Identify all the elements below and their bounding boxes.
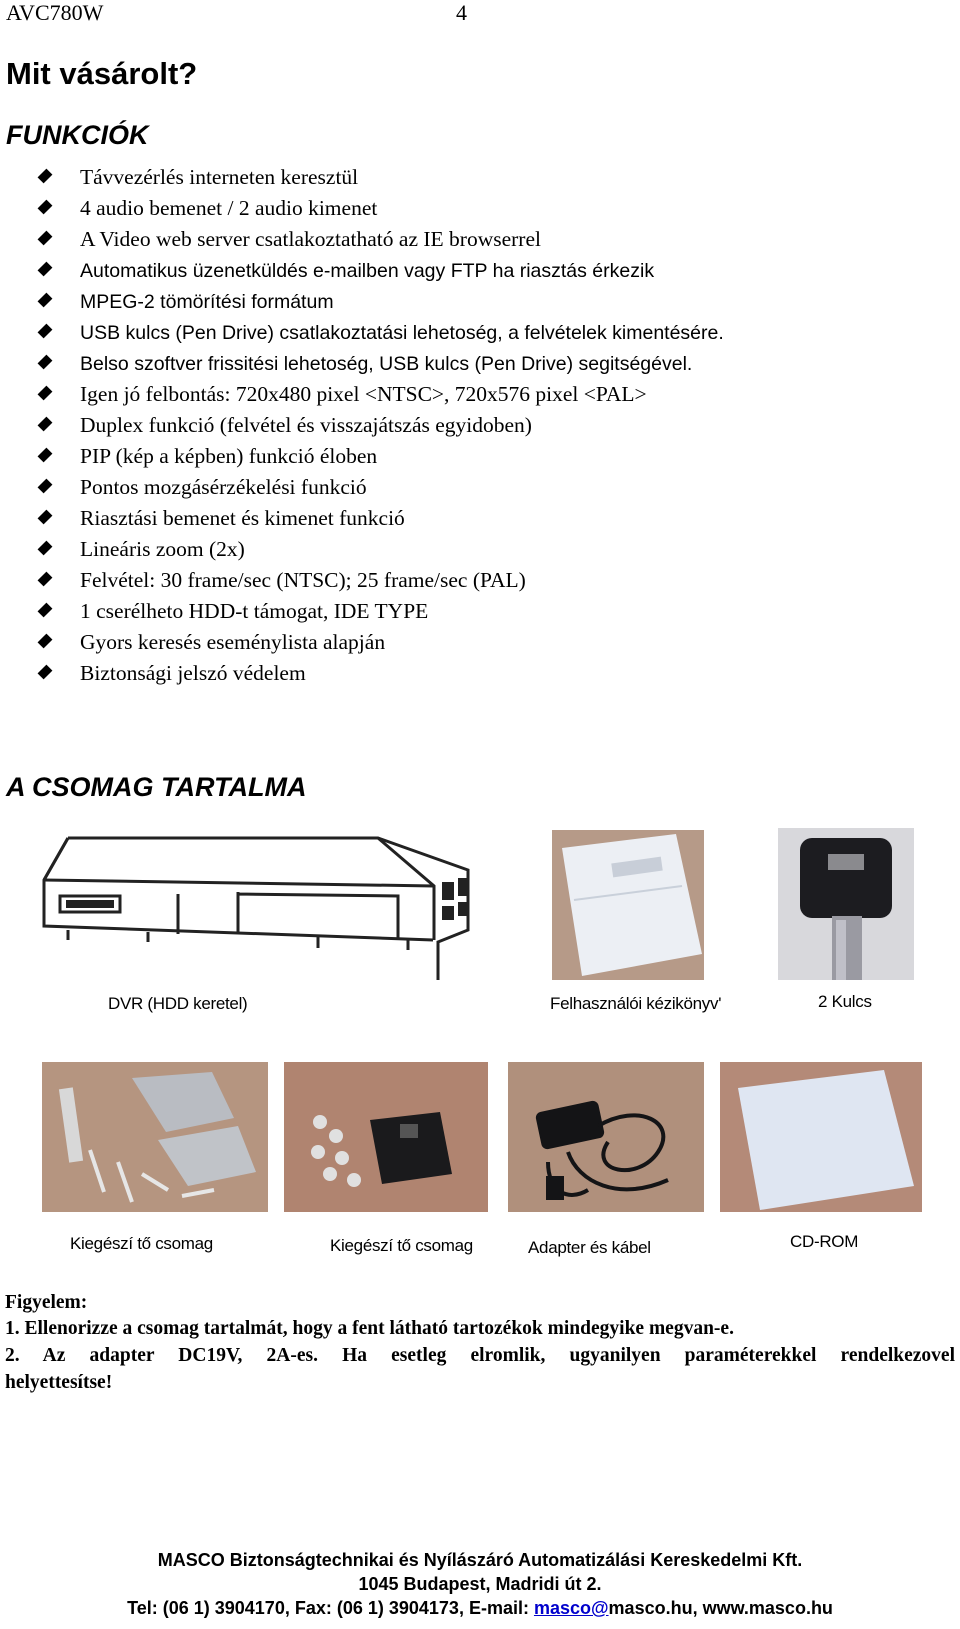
cdrom-photo	[720, 1062, 922, 1212]
list-item: Gyors keresés eseménylista alapján	[40, 627, 724, 658]
feature-list	[40, 162, 724, 689]
diamond-bullet-icon	[38, 293, 53, 308]
diamond-bullet-icon	[38, 417, 53, 432]
list-item: A Video web server csatlakoztatható az IE browserrel	[40, 224, 724, 255]
diamond-bullet-icon	[38, 231, 53, 246]
diamond-bullet-icon	[38, 510, 53, 525]
diamond-bullet-icon	[38, 479, 53, 494]
doc-model: AVC780W	[6, 0, 104, 25]
diamond-bullet-icon	[38, 200, 53, 215]
list-item: 1 cserélheto HDD-t támogat, IDE TYPE	[40, 596, 724, 627]
diamond-bullet-icon	[38, 262, 53, 277]
diamond-bullet-icon	[38, 448, 53, 463]
caption-keys: 2 Kulcs	[818, 992, 872, 1011]
diamond-bullet-icon	[38, 541, 53, 556]
notice-line-3: helyettesítse!	[5, 1372, 113, 1393]
diamond-bullet-icon	[38, 169, 53, 184]
list-item: Pontos mozgásérzékelési funkció	[40, 472, 724, 503]
caption-manual: Felhasználói kézikönyv'	[550, 994, 722, 1013]
diamond-bullet-icon	[38, 324, 53, 339]
list-item: PIP (kép a képben) funkció éloben	[40, 441, 724, 472]
caption-dvr: DVR (HDD keretel)	[108, 994, 248, 1013]
footer-address: 1045 Budapest, Madridi út 2.	[358, 1574, 602, 1594]
list-item: Riasztási bemenet és kimenet funkció	[40, 503, 724, 534]
list-item: USB kulcs (Pen Drive) csatlakoztatási lehetoség, a felvételek kimentésére.	[40, 317, 724, 348]
dvr-drawing	[38, 830, 478, 980]
caption-kit2: Kiegészí tő csomag	[330, 1236, 473, 1255]
list-item: MPEG-2 tömörítési formátum	[40, 286, 724, 317]
diamond-bullet-icon	[38, 603, 53, 618]
notice-line-2: 2. Az adapter DC19V, 2A-es. Ha esetleg elromlik, ugyanilyen paraméterekkel rendelkezovel	[5, 1345, 955, 1366]
package-heading: A CSOMAG TARTALMA	[6, 772, 307, 802]
caption-cdrom: CD-ROM	[790, 1232, 859, 1251]
list-item: Távvezérlés interneten keresztül	[40, 162, 724, 193]
kit2-photo	[284, 1062, 488, 1212]
notice-label: Figyelem:	[5, 1292, 88, 1313]
kit1-photo	[42, 1062, 268, 1212]
list-item: Igen jó felbontás: 720x480 pixel <NTSC>, 720x576 pixel <PAL>	[40, 379, 724, 410]
notice-line-1: 1. Ellenorizze a csomag tartalmát, hogy a fent látható tartozékok mindegyike megvan-e.	[5, 1318, 734, 1339]
caption-adapter: Adapter és kábel	[528, 1238, 651, 1257]
diamond-bullet-icon	[38, 634, 53, 649]
list-item: Biztonsági jelszó védelem	[40, 658, 724, 689]
list-item: Belso szoftver frissitési lehetoség, USB kulcs (Pen Drive) segitségével.	[40, 348, 724, 379]
manual-photo	[552, 830, 704, 980]
list-item: Lineáris zoom (2x)	[40, 534, 724, 565]
keys-photo	[778, 828, 914, 980]
page-title: Mit vásárolt?	[6, 56, 198, 91]
caption-kit1: Kiegészí tő csomag	[70, 1234, 213, 1253]
email-link[interactable]: masco@	[533, 1598, 609, 1618]
list-item: 4 audio bemenet / 2 audio kimenet	[40, 193, 724, 224]
features-heading: FUNKCIÓK	[6, 120, 149, 150]
diamond-bullet-icon	[38, 355, 53, 370]
adapter-photo	[508, 1062, 704, 1212]
page-number: 4	[456, 0, 467, 25]
list-item: Felvétel: 30 frame/sec (NTSC); 25 frame/sec (PAL)	[40, 565, 724, 596]
footer-contact: Tel: (06 1) 3904170, Fax: (06 1) 3904173, E-mail: masco@masco.hu, www.masco.hu	[127, 1598, 833, 1618]
list-item: Duplex funkció (felvétel és visszajátszás egyidoben)	[40, 410, 724, 441]
diamond-bullet-icon	[38, 386, 53, 401]
diamond-bullet-icon	[38, 572, 53, 587]
diamond-bullet-icon	[38, 665, 53, 680]
footer-company: MASCO Biztonságtechnikai és Nyílászáró Automatizálási Kereskedelmi Kft.	[157, 1550, 803, 1570]
list-item: Automatikus üzenetküldés e-mailben vagy FTP ha riasztás érkezik	[40, 255, 724, 286]
